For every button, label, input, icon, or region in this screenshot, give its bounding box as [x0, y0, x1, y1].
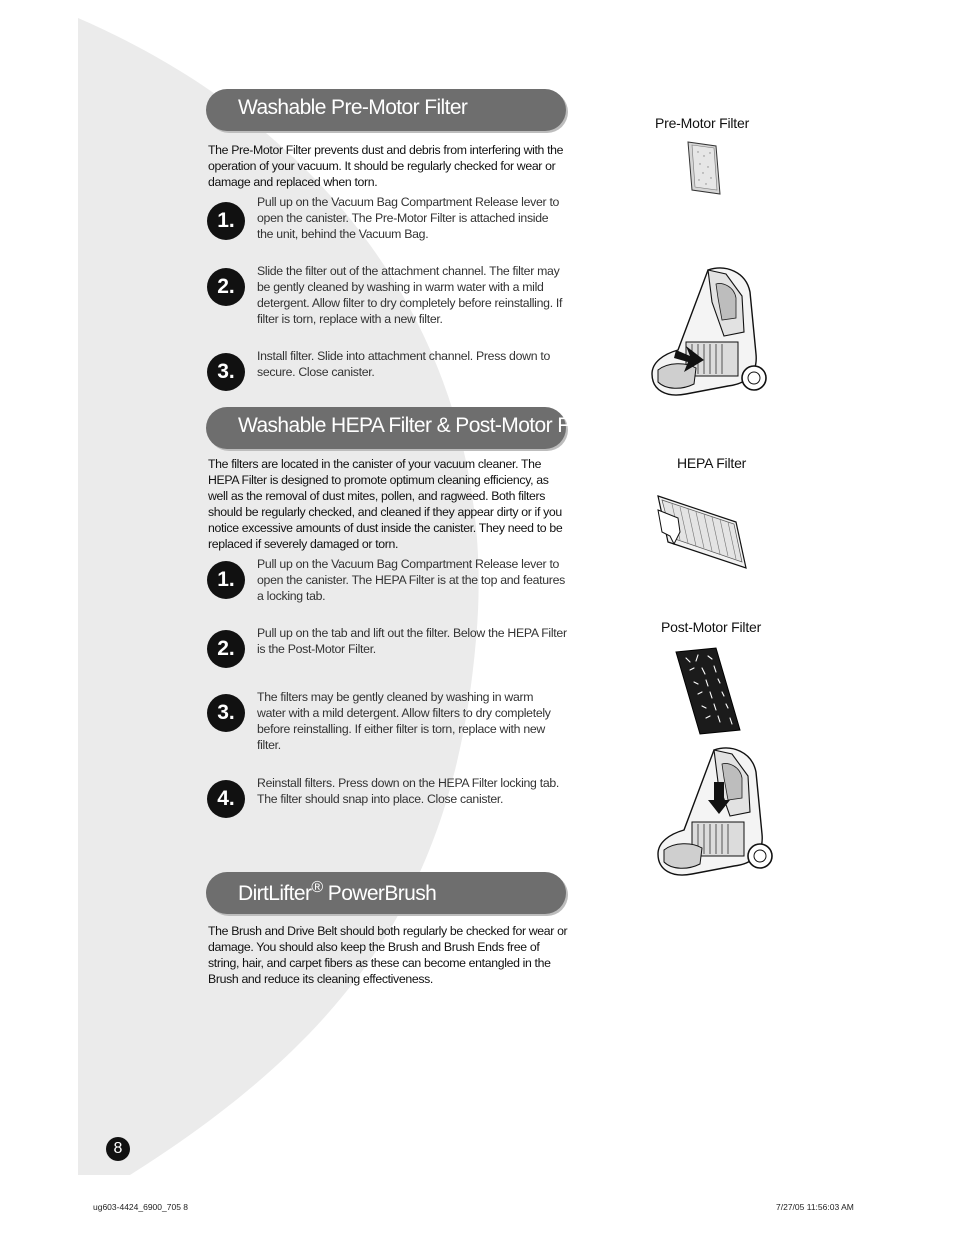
step-text: Pull up on the Vacuum Bag Compartment Release lever to open the canister. The Pre-Motor Filter is attached inside the unit, behind the Vacuum Bag.: [257, 195, 560, 241]
premotor-filter-illustration: [684, 140, 724, 196]
label-premotor-filter: Pre-Motor Filter: [655, 115, 750, 131]
label-hepa-filter: HEPA Filter: [677, 455, 747, 471]
footer-file-info: ug603-4424_6900_705 8: [93, 1202, 189, 1212]
title-part-a: DirtLifter: [238, 882, 312, 905]
section-header-powerbrush: [206, 872, 566, 914]
step-number: 3.: [207, 353, 245, 391]
step-text: Pull up on the Vacuum Bag Compartment Release lever to open the canister. The HEPA Filter is at the top and features a locking tab.: [257, 557, 565, 603]
vacuum-open-canister-illustration: [646, 262, 772, 410]
step-text: Slide the filter out of the attachment channel. The filter may be gently cleaned by washing in warm water with a mild detergent. Allow filter to dry completely before reinstalling. If filter is torn, replace with a new filter.: [257, 264, 563, 326]
intro-premotor: The Pre-Motor Filter prevents dust and debris from interfering with the operation of your vacuum. It should be regularly checked for wear or damage and replaced when torn.: [208, 143, 564, 189]
label-postmotor-filter: Post-Motor Filter: [661, 619, 762, 635]
vacuum-hepa-install-illustration: [650, 742, 776, 888]
section-title-powerbrush: [238, 879, 436, 906]
step-number: 4.: [207, 780, 245, 818]
footer-timestamp: 7/27/05 11:56:03 AM: [776, 1202, 854, 1212]
intro-hepa: The filters are located in the canister of your vacuum cleaner. The HEPA Filter is designed to promote optimum cleaning efficiency, as well as the removal of dust mites, pollen, and ragweed. Both filters should be regularly checked, and cleaned if they appear dirty or if you notice excessive amounts of dust inside the canister. They need to be replaced if severely damaged or torn.: [208, 457, 563, 551]
intro-powerbrush: The Brush and Drive Belt should both regularly be checked for wear or damage. You should also keep the Brush and Brush Ends free of string, hair, and carpet fibers as these can become entangled in the Brush and reduce its cleaning effectiveness.: [208, 924, 568, 986]
section-header-premotor: [206, 89, 566, 131]
section-title-hepa: Washable HEPA Filter & Post-Motor Filter: [238, 414, 601, 437]
page-number: 8: [106, 1137, 130, 1161]
step-text: Reinstall filters. Press down on the HEPA Filter locking tab. The filter should snap into place. Close canister.: [257, 776, 560, 806]
title-part-b: PowerBrush: [322, 882, 437, 905]
hepa-filter-illustration: [652, 492, 752, 572]
section-title-premotor: Washable Pre-Motor Filter: [238, 96, 468, 119]
section-header-hepa: [206, 407, 601, 449]
step-number: 1.: [207, 202, 245, 240]
postmotor-filter-illustration: [672, 646, 744, 736]
step-text: The filters may be gently cleaned by washing in warm water with a mild detergent. Allow filters to dry completely before reinstalling. If either filter is torn, replace with new filter.: [257, 690, 551, 752]
registered-mark: ®: [311, 879, 323, 896]
step-text: Install filter. Slide into attachment channel. Press down to secure. Close canister.: [257, 349, 551, 379]
step-number: 1.: [207, 561, 245, 599]
step-number: 3.: [207, 694, 245, 732]
step-number: 2.: [207, 630, 245, 668]
step-number: 2.: [207, 268, 245, 306]
step-text: Pull up on the tab and lift out the filter. Below the HEPA Filter is the Post-Motor Filter.: [257, 626, 567, 656]
